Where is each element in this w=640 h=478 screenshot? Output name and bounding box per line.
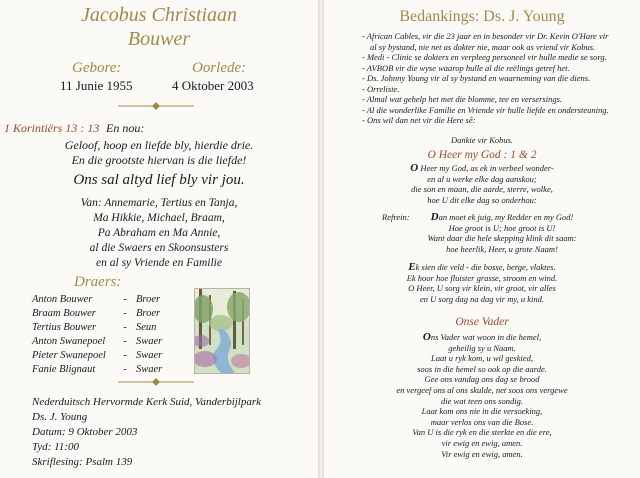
- line-text: en vergeef ons al ons skulde, net soos ons vergewe: [396, 384, 568, 395]
- pallbearer-dash: -: [123, 322, 127, 333]
- verse-line: Geloof, hoop en liefde bly, hierdie drie.: [64, 138, 254, 152]
- line-text: an moet ek juig, my Redder en my God!: [438, 212, 574, 222]
- list-item: al sy bystand, nie net as dokter nie, maar ook as vriend vir Kobus.: [370, 41, 596, 52]
- refrain-label: Refrein:: [382, 212, 410, 222]
- service-line: Skriflesing: Psalm 139: [32, 456, 133, 468]
- survivors-line: Pa Abraham en Ma Annie,: [97, 227, 221, 239]
- survivors-line: al die Swaers en Skoonsusters: [89, 242, 229, 254]
- died-date: 4 Oktober 2003: [172, 78, 254, 93]
- list-item: - Al die wonderlike Familie en Vriende vir hulle liefde en ondersteuning.: [362, 104, 609, 115]
- stanza-line: [344, 212, 640, 223]
- line-text: O Heer, U sorg vir klein, vir groot, vir alles: [408, 283, 556, 294]
- line-text: k sien die veld - die bosse, berge, vlaktes.: [415, 262, 556, 272]
- stanza-line: [324, 184, 640, 195]
- landscape-icon: [195, 289, 249, 373]
- pallbearer-relation: Broer: [136, 308, 161, 319]
- stanza-line: [324, 195, 640, 206]
- table-row: [32, 293, 162, 307]
- lords-prayer: [324, 332, 640, 459]
- hymn-stanza-1: [324, 163, 640, 205]
- pallbearer-name: Braam Bouwer: [32, 308, 96, 319]
- stanza-line: [324, 262, 640, 273]
- pallbearer-name: Anton Bouwer: [32, 294, 93, 305]
- forest-stream-picture: [194, 288, 250, 374]
- hymn-title: O Heer my God : 1 & 2: [427, 149, 537, 161]
- hymn-stanza-2: [324, 262, 640, 304]
- acknowledgements-list: [362, 31, 609, 126]
- line-text: ns Vader wat woon in die hemel,: [430, 332, 542, 342]
- prayer-line: [324, 449, 640, 460]
- drop-capital: E: [408, 261, 416, 273]
- prayer-line: [324, 396, 640, 407]
- prayer-title: Onse Vader: [455, 316, 509, 328]
- line-text: hoe heerlik, Heer, u grote Naam!: [446, 243, 558, 254]
- drop-capital: D: [430, 211, 439, 223]
- drop-capital: O: [410, 162, 419, 174]
- pallbearer-relation: Broer: [136, 294, 161, 305]
- list-item: - Orreliste.: [362, 83, 400, 94]
- survivors-line: Van: Annemarie, Tertius en Tanja,: [80, 197, 238, 209]
- signoff: Dankie vir Kobus.: [450, 135, 514, 145]
- stanza-line: [324, 163, 640, 174]
- prayer-line: [324, 406, 640, 417]
- line-text: Laat kom ons nie in die versoeking,: [421, 406, 543, 417]
- line-text: soos in die hemel so ook op die aarde.: [417, 363, 547, 374]
- line-text: die wat teen ons sondig.: [441, 395, 523, 406]
- died-label: Oorlede:: [192, 60, 247, 76]
- table-row: [32, 335, 162, 349]
- line-text: Vir ewig en ewig, amen.: [441, 448, 523, 459]
- prayer-line: [324, 353, 640, 364]
- line-text: hoe U dit elke dag so onderhou:: [427, 194, 537, 205]
- verse-intro: En nou:: [106, 121, 145, 135]
- pallbearer-relation: Swaer: [136, 336, 163, 347]
- list-item: - African Cables, vir die 23 jaar en in besonder vir Dr. Kevin O'Hare vir: [362, 31, 609, 41]
- stanza-line: [344, 233, 640, 244]
- pallbearer-dash: -: [123, 294, 127, 305]
- pallbearer-relation: Swaer: [136, 364, 163, 375]
- pallbearer-name: Pieter Swanepoel: [32, 350, 106, 361]
- line-text: Gee ons vandag ons dag se brood: [424, 374, 540, 385]
- hymn-refrain: [344, 212, 640, 254]
- drop-capital: O: [422, 331, 431, 343]
- prayer-line: [324, 364, 640, 375]
- service-line: Datum: 9 Oktober 2003: [32, 426, 138, 438]
- verse-line: En die grootste hiervan is die liefde!: [71, 153, 247, 167]
- acknowledgements-title: Bedankings: Ds. J. Young: [399, 8, 565, 25]
- list-item: - Almal wat gehelp het met die blomme, tee en versersings.: [362, 94, 563, 104]
- list-item: - Ons wil dan net vir die Here sê:: [362, 115, 476, 125]
- line-text: Hoe groot is U; hoe groot is U!: [448, 222, 556, 233]
- pallbearer-dash: -: [123, 308, 127, 319]
- list-item: - Medi - Clinic se dokters en verpleeg personeel vir hulle medie se sorg.: [362, 52, 607, 62]
- survivors-line: Ma Hikkie, Michael, Braam,: [93, 212, 225, 224]
- pallbearer-name: Anton Swanepoel: [32, 336, 106, 347]
- table-row: [32, 321, 162, 335]
- line-text: Ek hoor hoe fluister grasse, stroom en wind.: [406, 272, 558, 283]
- deceased-name-first: Jacobus Christiaan: [80, 4, 238, 26]
- line-text: die son en maan, die aarde, sterre, wolke,: [411, 184, 553, 195]
- line-text: Van U is die ryk en die sterkte en die ere,: [412, 427, 552, 438]
- stanza-line: [324, 174, 640, 185]
- prayer-line: [324, 343, 640, 354]
- prayer-line: [324, 385, 640, 396]
- service-line: Tyd: 11:00: [32, 441, 79, 453]
- pallbearers-table: [32, 293, 162, 377]
- service-line: Ds. J. Young: [32, 411, 88, 423]
- list-item: - Ds. Johnny Young vir al sy bystand en waarneming van die diens.: [362, 73, 591, 83]
- left-page: [0, 0, 318, 478]
- pallbearers-title: Draers:: [74, 274, 122, 290]
- born-date: 11 Junie 1955: [60, 78, 133, 93]
- line-text: vir ewig en ewig, amen.: [441, 437, 523, 448]
- prayer-line: [324, 417, 640, 428]
- list-item: - AVBOB vir die wyse waarop hulle al die reëlings getref het.: [362, 62, 570, 73]
- prayer-line: [324, 438, 640, 449]
- stanza-line: [324, 273, 640, 284]
- pallbearer-dash: -: [123, 350, 127, 361]
- table-row: [32, 349, 162, 363]
- pallbearer-dash: -: [123, 336, 127, 347]
- line-text: Laat u ryk kom, u wil geskied,: [431, 353, 533, 364]
- verse-reference: 1 Korintiërs 13 : 13: [4, 121, 100, 135]
- pallbearer-name: Tertius Bouwer: [32, 322, 97, 333]
- ornament-divider-icon: [116, 378, 196, 386]
- survivors-line: en al sy Vriende en Familie: [96, 257, 222, 269]
- tagline: Ons sal altyd lief bly vir jou.: [73, 172, 245, 188]
- stanza-line: [344, 223, 640, 234]
- prayer-line: [324, 374, 640, 385]
- table-row: [32, 363, 162, 377]
- line-text: geheilig sy u Naam.: [448, 342, 516, 353]
- stanza-line: [324, 294, 640, 305]
- line-text: en al u werke elke dag aanskou;: [427, 173, 537, 184]
- pallbearer-dash: -: [123, 364, 127, 375]
- ornament-divider-icon: [116, 102, 196, 110]
- line-text: Want daar die hele skepping klink dit saam:: [427, 233, 577, 244]
- table-row: [32, 307, 162, 321]
- right-page: [324, 0, 640, 478]
- line-text: en U sorg dag na dag vir my, u kind.: [419, 293, 545, 304]
- line-text: Heer my God, as ek in verbeel wonder-: [418, 163, 554, 173]
- pallbearer-relation: Seun: [136, 322, 157, 333]
- prayer-line: [324, 332, 640, 343]
- prayer-line: [324, 427, 640, 438]
- stanza-line: [324, 283, 640, 294]
- pallbearer-relation: Swaer: [136, 350, 163, 361]
- pallbearer-name: Fanie Blignaut: [32, 364, 96, 375]
- service-line: Nederduitsch Hervormde Kerk Suid, Vanderbijlpark: [32, 396, 262, 408]
- stanza-line: [344, 244, 640, 255]
- line-text: maar verlos ons van die Bose.: [430, 416, 534, 427]
- deceased-name-last: Bouwer: [127, 28, 191, 50]
- born-label: Gebore:: [72, 60, 122, 76]
